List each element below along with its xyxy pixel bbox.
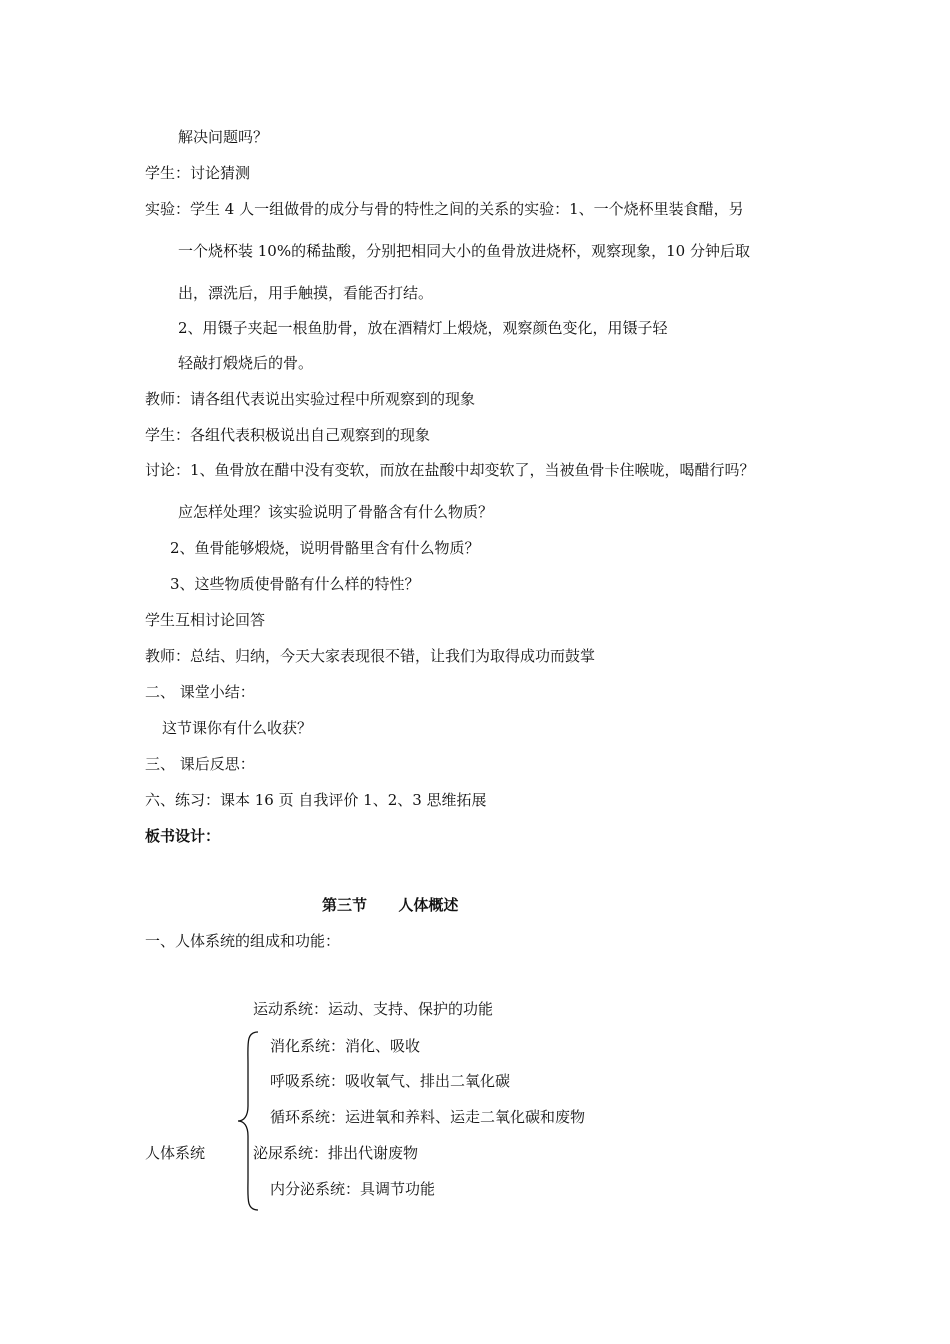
heading-1: 一、人体系统的组成和功能： [145, 932, 341, 950]
text-line: 出，漂洗后，用手触摸，看能否打结。 [178, 284, 434, 302]
text-line: 这节课你有什么收获？ [162, 719, 313, 737]
diagram-root-label: 人体系统 [145, 1144, 206, 1162]
text-line: 3、这些物质使骨骼有什么样的特性？ [170, 575, 420, 593]
text-line: 解决问题吗？ [178, 128, 269, 146]
section-title: 第三节 人体概述 [322, 896, 459, 914]
text-line: 实验：学生 4 人一组做骨的成分与骨的特性之间的关系的实验：1、一个烧杯里装食醋，另 [145, 200, 744, 218]
text-line: 一个烧杯装 10%的稀盐酸，分别把相同大小的鱼骨放进烧杯，观察现象，10 分钟后取 [178, 242, 750, 260]
curly-brace-icon [236, 1030, 260, 1212]
text-line: 三、 课后反思： [145, 755, 255, 773]
system-item: 消化系统：消化、吸收 [270, 1037, 421, 1055]
text-line: 2、用镊子夹起一根鱼肋骨，放在酒精灯上煅烧，观察颜色变化，用镊子轻 [178, 319, 668, 337]
text-line: 讨论：1、鱼骨放在醋中没有变软，而放在盐酸中却变软了，当被鱼骨卡住喉咙，喝醋行吗？ [145, 461, 755, 479]
system-item: 内分泌系统：具调节功能 [270, 1180, 436, 1198]
system-item: 呼吸系统：吸收氧气、排出二氧化碳 [270, 1072, 511, 1090]
text-line: 学生互相讨论回答 [145, 611, 266, 629]
text-line: 学生：讨论猜测 [145, 164, 251, 182]
text-line: 教师：请各组代表说出实验过程中所观察到的现象 [145, 390, 476, 408]
text-line: 应怎样处理？该实验说明了骨骼含有什么物质？ [178, 503, 494, 521]
system-item: 运动系统：运动、支持、保护的功能 [253, 1000, 494, 1018]
text-line: 六、练习：课本 16 页 自我评价 1、2、3 思维拓展 [145, 791, 487, 809]
text-line: 教师：总结、归纳，今天大家表现很不错，让我们为取得成功而鼓掌 [145, 647, 596, 665]
board-design-heading: 板书设计： [145, 827, 221, 845]
text-line: 2、鱼骨能够煅烧，说明骨骼里含有什么物质？ [170, 539, 480, 557]
text-line: 轻敲打煅烧后的骨。 [178, 354, 314, 372]
system-item: 循环系统：运进氧和养料、运走二氧化碳和废物 [270, 1108, 586, 1126]
text-line: 二、 课堂小结： [145, 683, 255, 701]
system-item: 泌尿系统：排出代谢废物 [253, 1144, 419, 1162]
text-line: 学生：各组代表积极说出自己观察到的现象 [145, 426, 431, 444]
